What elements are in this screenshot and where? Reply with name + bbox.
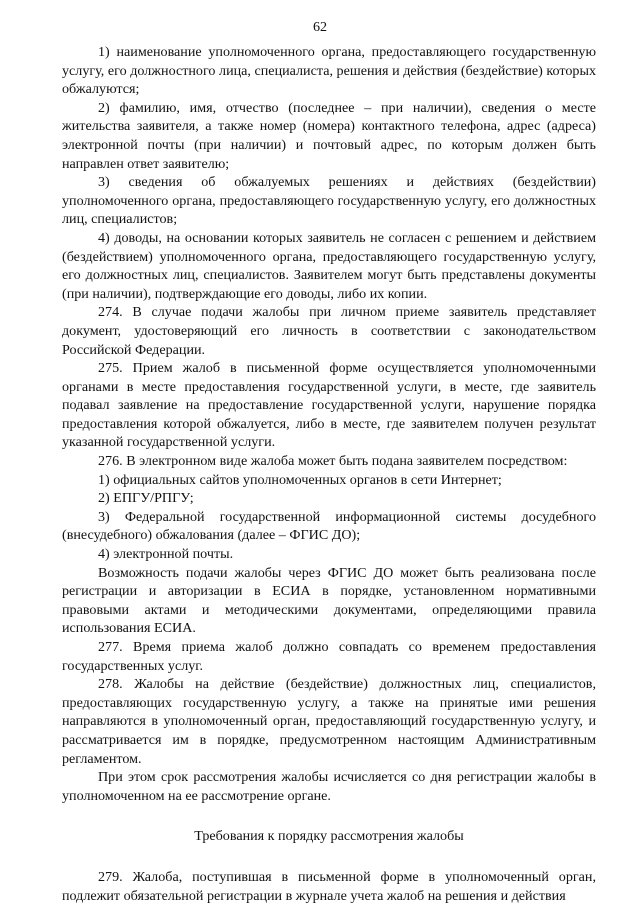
paragraph: Возможность подачи жалобы через ФГИС ДО может быть реализована после регистрации и авторизации в ЕСИА в порядке, установленном нормативными правовыми актами и методическими документами, определяющими правила использования ЕСИА. xyxy=(62,564,596,637)
paragraph: 4) доводы, на основании которых заявитель не согласен с решением и действием (бездействием) уполномоченного органа, предоставляющего государственную услугу, его должностных лиц, специалистов. Заявителем могут быть представлены документы (при наличии), подтверждающие его доводы, либо их копии. xyxy=(62,229,596,302)
list-item: 4) электронной почты. xyxy=(98,546,234,563)
paragraph: 278. Жалобы на действие (бездействие) должностных лиц, специалистов, предоставляющих государственную услугу, а также на принятые ими решения направляются в уполномоченный орган, предоставляющий государственную услугу, и рассматривается им в порядке, предусмотренном настоящим Административным регламентом. xyxy=(62,676,596,767)
paragraph: 277. Время приема жалоб должно совпадать со временем предоставления государственных услуг. xyxy=(62,639,596,674)
paragraph: 275. Прием жалоб в письменной форме осуществляется уполномоченными органами в месте предоставления государственной услуги, в месте, где заявитель подавал заявление на предоставление государственной услуги, нарушение порядка предоставления которой обжалуется, либо в месте, где заявителем получен результат указанной государственной услуги. xyxy=(62,360,596,451)
list-item: 3) Федеральной государственной информационной системы досудебного (внесудебного) обжалования (далее – ФГИС ДО); xyxy=(62,508,596,544)
list-item: 1) официальных сайтов уполномоченных органов в сети Интернет; xyxy=(98,471,502,488)
paragraph: 1) наименование уполномоченного органа, предоставляющего государственную услугу, его должностного лица, специалиста, решения и действия (бездействие) которых обжалуются; xyxy=(62,44,596,98)
section-heading: Требования к порядку рассмотрения жалобы xyxy=(194,828,464,845)
paragraph: 279. Жалоба, поступившая в письменной форме в уполномоченный орган, подлежит обязательной регистрации в журнале учета жалоб на решения и действия xyxy=(62,868,596,904)
paragraph: 274. В случае подачи жалобы при личном приеме заявитель представляет документ, удостоверяющий его личность в соответствии с законодательством Российской Федерации. xyxy=(62,304,596,358)
paragraph: 2) фамилию, имя, отчество (последнее – при наличии), сведения о месте жительства заявителя, а также номер (номера) контактного телефона, адрес (адреса) электронной почты (при наличии) и почтовый адрес, по которым должен быть направлен ответ заявителю; xyxy=(62,99,596,172)
list-item: 2) ЕПГУ/РПГУ; xyxy=(98,490,194,507)
paragraph: 3) сведения об обжалуемых решениях и действиях (бездействии) уполномоченного органа, предоставляющего государственную услугу, его должностных лиц, специалистов; xyxy=(62,174,596,228)
paragraph: При этом срок рассмотрения жалобы исчисляется со дня регистрации жалобы в уполномоченном на ее рассмотрение органе. xyxy=(62,769,596,804)
page-number: 62 xyxy=(312,19,328,35)
paragraph: 276. В электронном виде жалоба может быть подана заявителем посредством: xyxy=(98,453,568,470)
document-body xyxy=(62,43,596,905)
